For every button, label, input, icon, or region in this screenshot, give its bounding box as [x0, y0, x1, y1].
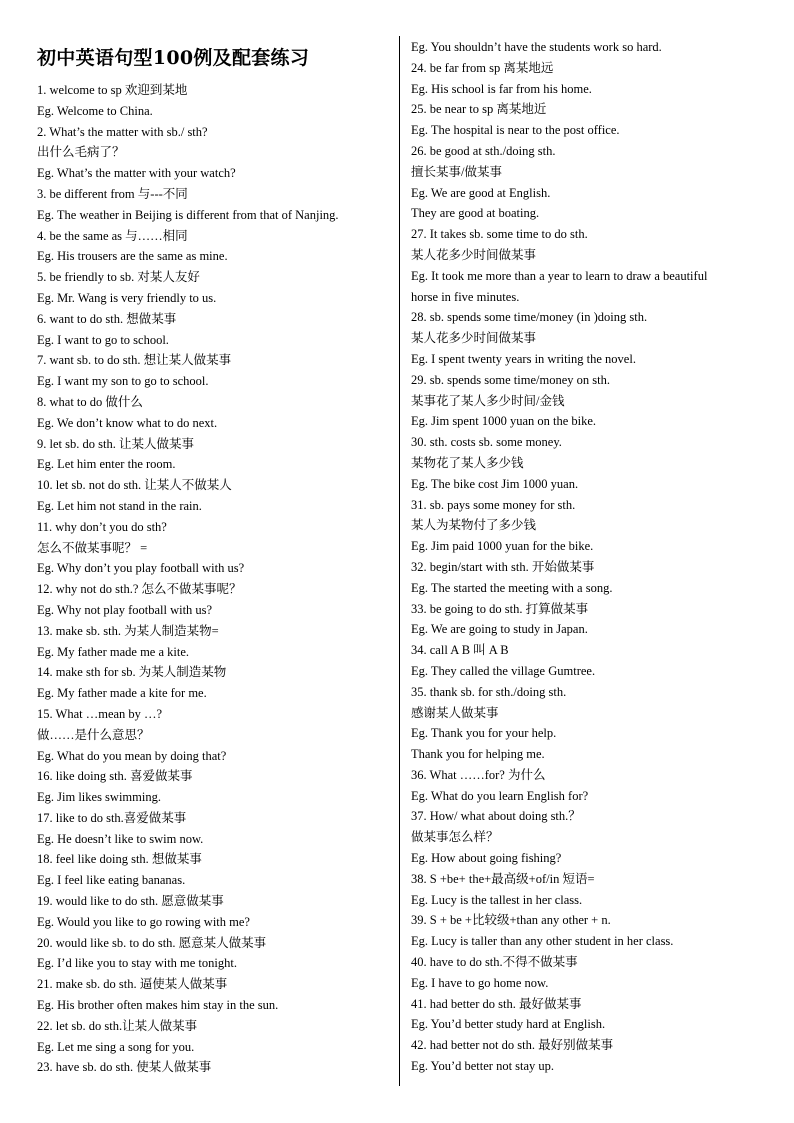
left-line-list: [37, 80, 397, 1078]
text-line: 28. sb. spends some time/money (in )doing sth.: [411, 310, 648, 325]
left-column: [37, 0, 397, 1078]
text-line: 31. sb. pays some money for sth.: [411, 497, 576, 512]
text-line: Eg. His trousers are the same as mine.: [37, 249, 228, 264]
text-line: Eg. Let me sing a song for you.: [37, 1039, 195, 1054]
text-line: 29. sb. spends some time/money on sth.: [411, 372, 610, 387]
text-line: 5. be friendly to sb. 对某人友好: [37, 270, 200, 285]
text-line: Eg. Lucy is taller than any other student in her class.: [411, 934, 674, 949]
text-line: Eg. He doesn’t like to swim now.: [37, 831, 204, 846]
text-line: Eg. Welcome to China.: [37, 103, 153, 118]
text-line: 出什么毛病了？: [37, 145, 125, 160]
text-line: 27. It takes sb. some time to do sth.: [411, 227, 588, 242]
text-line: Eg. Jim paid 1000 yuan for the bike.: [411, 539, 594, 554]
text-line: 24. be far from sp 离某地远: [411, 60, 554, 75]
text-line: Eg. What do you learn English for?: [411, 788, 589, 803]
text-line: 9. let sb. do sth. 让某人做某事: [37, 436, 194, 451]
text-line: 怎么不做某事呢？ =: [37, 540, 148, 555]
text-line: 37. How/ what about doing sth.？: [411, 809, 581, 824]
text-line: Eg. I want my son to go to school.: [37, 374, 209, 389]
text-line: Eg. Let him not stand in the rain.: [37, 498, 202, 513]
text-line: Eg. I feel like eating bananas.: [37, 873, 186, 888]
text-line: 擅长某事/做某事: [411, 164, 502, 179]
text-line: 4. be the same as 与……相同: [37, 228, 188, 243]
text-line: 某人花多少时间做某事: [411, 331, 537, 346]
right-column: [411, 0, 776, 1077]
text-line: 36. What ……for? 为什么: [411, 767, 546, 782]
text-line: Eg. Jim spent 1000 yuan on the bike.: [411, 414, 597, 429]
text-line: 41. had better do sth. 最好做某事: [411, 996, 582, 1011]
text-line: 8. what to do 做什么: [37, 394, 143, 409]
text-line: Eg. The started the meeting with a song.: [411, 580, 613, 595]
text-line: 25. be near to sp 离某地近: [411, 102, 547, 117]
text-line: Eg. They called the village Gumtree.: [411, 663, 596, 678]
text-line: 1. welcome to sp 欢迎到某地: [37, 83, 188, 97]
text-line: They are good at boating.: [411, 206, 540, 221]
text-line: Eg. The bike cost Jim 1000 yuan.: [411, 476, 579, 491]
text-line: 11. why don’t you do sth?: [37, 519, 167, 534]
text-line: horse in five minutes.: [411, 289, 520, 304]
text-line: 22. let sb. do sth.让某人做某事: [37, 1018, 198, 1033]
text-line: 32. begin/start with sth. 开始做某事: [411, 559, 595, 574]
text-line: Eg. You’d better study hard at English.: [411, 1017, 606, 1032]
text-line: Eg. Why don’t you play football with us?: [37, 561, 245, 576]
text-line: 12. why not do sth.? 怎么不做某事呢？: [37, 582, 242, 597]
text-line: 7. want sb. to do sth. 想让某人做某事: [37, 353, 232, 368]
text-line: Eg. The hospital is near to the post office.: [411, 123, 620, 138]
text-line: 6. want to do sth. 想做某事: [37, 311, 177, 326]
text-line: Eg. Would you like to go rowing with me?: [37, 914, 250, 929]
text-line: Eg. Mr. Wang is very friendly to us.: [37, 290, 217, 305]
text-line: 17. like to do sth.喜爱做某事: [37, 810, 187, 825]
text-line: 13. make sb. sth. 为某人制造某物=: [37, 623, 219, 638]
text-line: Eg. What do you mean by doing that?: [37, 748, 227, 763]
text-line: 23. have sb. do sth. 使某人做某事: [37, 1060, 212, 1075]
text-line: 某物花了某人多少钱: [411, 455, 524, 470]
text-line: 30. sth. costs sb. some money.: [411, 435, 562, 450]
text-line: Eg. Jim likes swimming.: [37, 790, 161, 805]
text-line: 某人为某物付了多少钱: [411, 518, 537, 533]
text-line: Eg. My father made me a kite.: [37, 644, 190, 659]
text-line: 26. be good at sth./doing sth.: [411, 143, 556, 158]
text-line: Eg. It took me more than a year to learn to draw a beautiful: [411, 268, 708, 283]
text-line: 某人花多少时间做某事: [411, 247, 537, 262]
text-line: 20. would like sb. to do sth. 愿意某人做某事: [37, 935, 267, 950]
text-line: Eg. You shouldn’t have the students work so hard.: [411, 40, 662, 54]
text-line: Eg. How about going fishing?: [411, 851, 562, 866]
right-line-list: [411, 0, 776, 1077]
text-line: 3. be different from 与---不同: [37, 186, 188, 201]
text-line: Eg. We are good at English.: [411, 185, 551, 200]
text-line: 40. have to do sth.不得不做某事: [411, 955, 578, 970]
text-line: 35. thank sb. for sth./doing sth.: [411, 684, 567, 699]
text-line: 16. like doing sth. 喜爱做某事: [37, 769, 193, 784]
text-line: 做某事怎么样？: [411, 830, 499, 845]
text-line: Thank you for helping me.: [411, 747, 545, 762]
text-line: Eg. You’d better not stay up.: [411, 1059, 555, 1074]
column-divider: [399, 36, 400, 1086]
text-line: Eg. What’s the matter with your watch?: [37, 166, 236, 181]
text-line: 34. call A B 叫 A B: [411, 643, 509, 658]
text-line: Eg. My father made a kite for me.: [37, 686, 207, 701]
page-title: 初中英语句型100例及配套练习: [37, 47, 310, 69]
text-line: Eg. Thank you for your help.: [411, 726, 557, 741]
text-line: 39. S + be +比较级+than any other + n.: [411, 913, 611, 928]
text-line: 18. feel like doing sth. 想做某事: [37, 852, 202, 867]
text-line: 做……是什么意思？: [37, 727, 150, 742]
text-line: Eg. We are going to study in Japan.: [411, 622, 588, 637]
text-line: Eg. We don’t know what to do next.: [37, 415, 218, 430]
text-line: 42. had better not do sth. 最好别做某事: [411, 1038, 614, 1053]
text-line: Eg. I’d like you to stay with me tonight.: [37, 956, 237, 971]
text-line: 某事花了某人多少时间/金钱: [411, 393, 565, 408]
text-line: Eg. Why not play football with us?: [37, 602, 213, 617]
text-line: 19. would like to do sth. 愿意做某事: [37, 894, 224, 909]
text-line: Eg. I have to go home now.: [411, 975, 549, 990]
text-line: 21. make sb. do sth. 逼使某人做某事: [37, 977, 228, 992]
text-line: 10. let sb. not do sth. 让某人不做某人: [37, 478, 232, 493]
text-line: 38. S +be+ the+最高级+of/in 短语=: [411, 871, 595, 886]
text-line: 15. What …mean by …?: [37, 706, 163, 721]
text-line: Eg. Lucy is the tallest in her class.: [411, 892, 583, 907]
text-line: Eg. I spent twenty years in writing the novel.: [411, 351, 636, 366]
text-line: Eg. I want to go to school.: [37, 332, 169, 347]
text-line: Eg. His brother often makes him stay in the sun.: [37, 998, 279, 1013]
text-line: 14. make sth for sb. 为某人制造某物: [37, 665, 227, 680]
text-line: Eg. The weather in Beijing is different from that of Nanjing.: [37, 207, 339, 222]
text-line: 33. be going to do sth. 打算做某事: [411, 601, 589, 616]
text-line: Eg. His school is far from his home.: [411, 81, 592, 96]
text-line: Eg. Let him enter the room.: [37, 457, 176, 472]
text-line: 2. What’s the matter with sb./ sth?: [37, 124, 208, 139]
text-line: 感谢某人做某事: [411, 705, 499, 720]
